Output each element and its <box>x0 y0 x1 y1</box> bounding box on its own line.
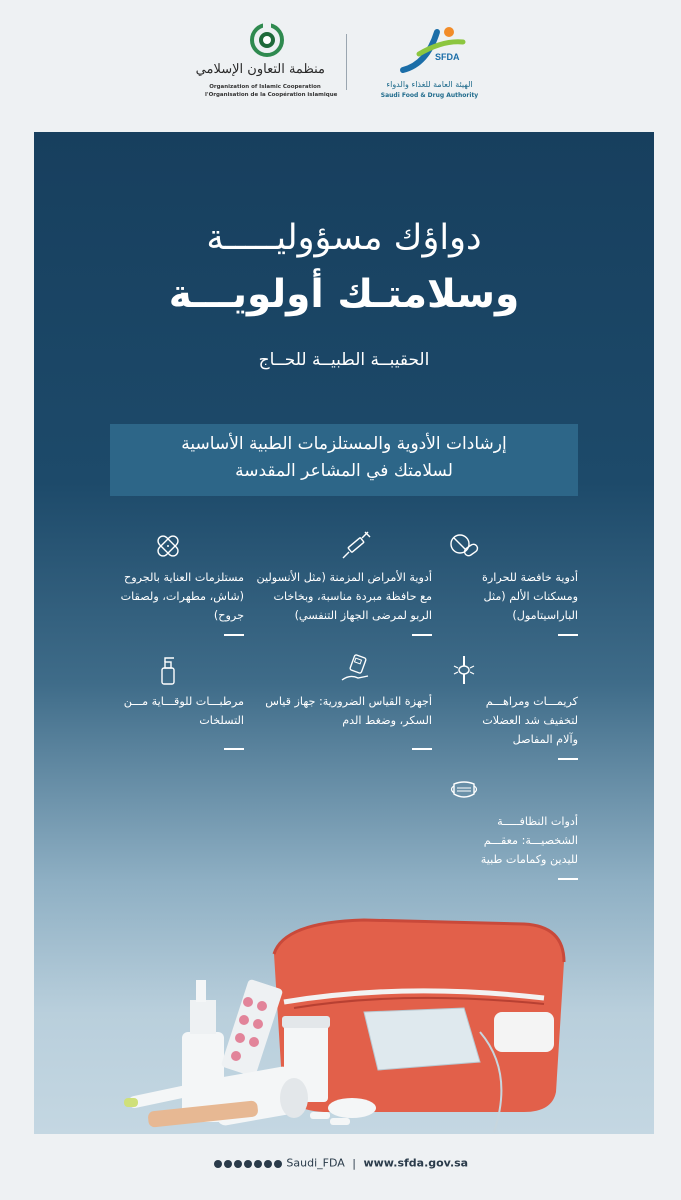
youtube-icon[interactable] <box>244 1160 252 1168</box>
guidance-line-2: لسلامتك في المشاعر المقدسة <box>235 461 453 481</box>
poster-panel <box>34 132 654 1134</box>
item-chronic-meds <box>242 530 432 640</box>
oic-name-ar: منظمة التعاون الإسلامي <box>195 62 325 77</box>
item-divider <box>224 748 244 750</box>
item-moisturizers <box>94 654 244 754</box>
item-muscle-creams <box>438 654 578 764</box>
guidance-line-1: إرشادات الأدوية والمستلزمات الطبية الأساسية <box>181 434 507 454</box>
item-divider <box>224 634 244 636</box>
mask-icon <box>448 774 480 806</box>
oic-name-fr: l'Organisation de la Coopération islamique <box>205 92 338 98</box>
oic-crescent-icon <box>249 22 285 58</box>
item-fever-pain-meds <box>438 530 578 640</box>
footer-separator: | <box>352 1156 356 1170</box>
syringe-icon <box>340 530 372 562</box>
item-hygiene-tools <box>438 774 578 884</box>
sfda-name-en: Saudi Food & Drug Authority <box>380 92 479 99</box>
sfda-emblem-icon <box>397 24 467 76</box>
snapchat-icon[interactable] <box>224 1160 232 1168</box>
item-text: أدوية خافضة للحرارة ومسكنات الألم (مثل الباراسيتامول) <box>482 571 578 622</box>
item-divider <box>412 748 432 750</box>
tiktok-icon[interactable] <box>234 1160 242 1168</box>
item-divider <box>558 634 578 636</box>
instagram-icon[interactable] <box>264 1160 272 1168</box>
guidance-box <box>110 424 578 496</box>
item-text: مرطبـــات للوقـــاية مـــن التسلخات <box>123 695 244 727</box>
item-text: مستلزمات العناية بالجروح (شاش، مطهرات، ولصقات جروح) <box>120 571 244 622</box>
item-text: كريمـــات ومراهـــم لتخفيف شد العضلات وآلام المفاصل <box>482 695 578 746</box>
subtitle: الحقيبــة الطبيــة للحــاج <box>258 350 430 370</box>
sfda-abbr: SFDA <box>435 52 460 62</box>
item-text: أجهزة القياس الضرورية: جهاز قياس السكر، وضغط الدم <box>265 695 432 727</box>
social-handle[interactable]: Saudi_FDA <box>286 1156 345 1170</box>
oic-name-en: Organization of Islamic Cooperation <box>209 84 321 90</box>
sfda-name-ar: الهيئة العامة للغذاء والدواء <box>386 80 473 89</box>
x-icon[interactable] <box>214 1160 222 1168</box>
sfda-logo <box>372 24 487 100</box>
pills-icon <box>448 530 480 562</box>
title-line-2: وسلامتـك أولويـــة <box>168 272 520 317</box>
item-wound-care <box>94 530 244 640</box>
item-text: أدوية الأمراض المزمنة (مثل الأنسولين مع حافظة مبردة مناسبة، وبخاخات الربو لمرضى الجهاز التنفسي) <box>256 571 432 622</box>
footer <box>0 1156 681 1180</box>
website-link[interactable]: www.sfda.gov.sa <box>363 1156 469 1170</box>
header-divider <box>346 34 347 90</box>
item-measuring-devices <box>242 654 432 754</box>
bandage-icon <box>152 530 184 562</box>
item-divider <box>412 634 432 636</box>
item-divider <box>558 878 578 880</box>
social-icons <box>213 1157 283 1170</box>
linkedin-icon[interactable] <box>274 1160 282 1168</box>
facebook-icon[interactable] <box>254 1160 262 1168</box>
glucometer-icon <box>340 654 372 686</box>
first-aid-kit-illustration <box>124 912 574 1134</box>
header <box>0 0 681 130</box>
item-text: أدوات النظافـــــة الشخصيـــة: معقـــم لليدين وكمامات طبية <box>480 815 578 866</box>
item-divider <box>558 758 578 760</box>
spray-bottle-icon <box>152 654 184 686</box>
joint-icon <box>448 654 480 686</box>
title-line-1: دواؤك مسؤوليـــــة <box>206 218 482 258</box>
